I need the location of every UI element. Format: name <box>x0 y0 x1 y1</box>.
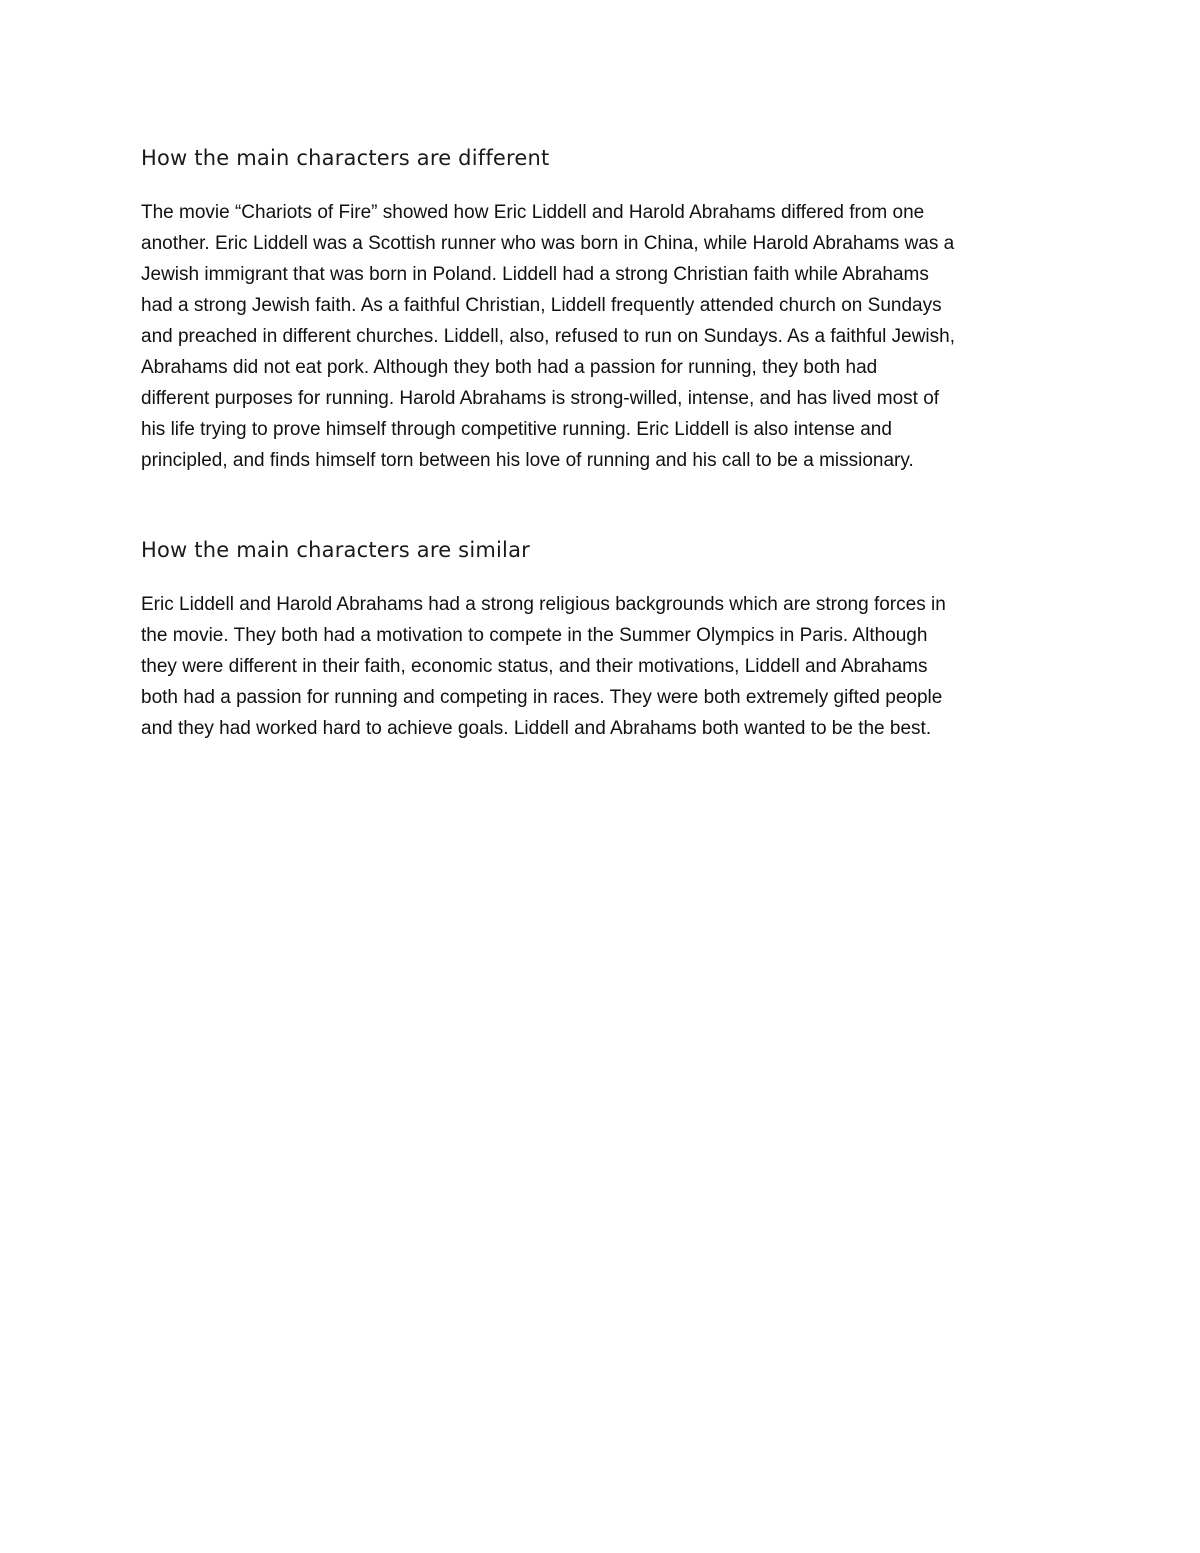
paragraph-line: another. Eric Liddell was a Scottish runner who was born in China, while Harold Abrahams was a <box>141 233 955 254</box>
paragraph-line: different purposes for running. Harold Abrahams is strong-willed, intense, and has lived most of <box>141 388 940 409</box>
paragraph-line: had a strong Jewish faith. As a faithful Christian, Liddell frequently attended church on Sundays <box>141 295 942 316</box>
section-differences <box>141 143 1061 476</box>
paragraph-line: principled, and finds himself torn between his love of running and his call to be a missionary. <box>141 450 914 471</box>
section-paragraph <box>141 589 1061 744</box>
paragraph-line: Jewish immigrant that was born in Poland. Liddell had a strong Christian faith while Abrahams <box>141 264 929 285</box>
paragraph-line: his life trying to prove himself through competitive running. Eric Liddell is also intense and <box>141 419 892 440</box>
paragraph-line: The movie “Chariots of Fire” showed how Eric Liddell and Harold Abrahams differed from one <box>141 202 925 223</box>
section-similarities <box>141 535 1061 744</box>
paragraph-line: Eric Liddell and Harold Abrahams had a strong religious backgrounds which are strong forces in <box>141 594 946 615</box>
section-paragraph <box>141 197 1061 476</box>
paragraph-line: and preached in different churches. Liddell, also, refused to run on Sundays. As a faithful Jewish, <box>141 326 955 347</box>
section-heading: How the main characters are similar <box>141 538 530 562</box>
paragraph-line: the movie. They both had a motivation to compete in the Summer Olympics in Paris. Although <box>141 625 928 646</box>
paragraph-line: both had a passion for running and competing in races. They were both extremely gifted people <box>141 687 943 708</box>
paragraph-line: they were different in their faith, economic status, and their motivations, Liddell and Abrahams <box>141 656 928 677</box>
paragraph-line: Abrahams did not eat pork. Although they both had a passion for running, they both had <box>141 357 878 378</box>
section-heading: How the main characters are different <box>141 146 550 170</box>
paragraph-line: and they had worked hard to achieve goals. Liddell and Abrahams both wanted to be the best. <box>141 718 932 739</box>
